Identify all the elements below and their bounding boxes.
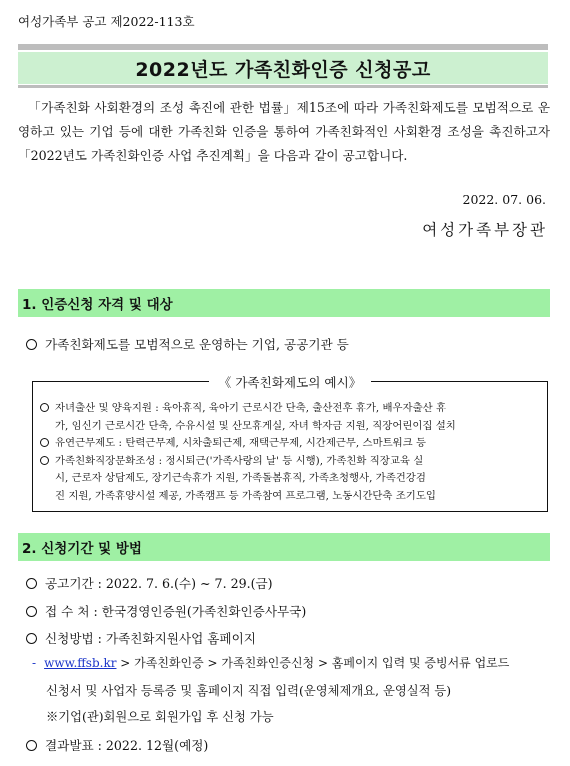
issuer-name: 여성가족부장관 <box>422 221 548 239</box>
section-1-item-text: 가족친화제도를 모범적으로 운영하는 기업, 공공기관 등 <box>45 337 349 352</box>
path-text: > 가족친화인증 > 가족친화인증신청 > 홈페이지 입력 및 증빙서류 업로드 <box>116 656 510 670</box>
circle-bullet-icon <box>40 456 49 465</box>
result-announcement <box>26 735 208 754</box>
dash-bullet-icon: - <box>32 656 37 670</box>
section-1-item <box>26 334 349 353</box>
example-text: 시, 근로자 상담제도, 장기근속휴가 지원, 가족돌봄휴직, 가족초청행사, 가족건강검 <box>55 472 426 484</box>
title-banner <box>18 44 548 90</box>
example-item-cont <box>40 418 456 436</box>
application-period <box>26 573 273 592</box>
example-text: 가, 임신기 근로시간 단축, 수유시설 및 산모휴게실, 자녀 학자금 지원, 직장어린이집 설치 <box>55 419 456 432</box>
receiver-text: 접 수 처 : 한국경영인증원(가족친화인증사무국) <box>45 604 307 619</box>
section-2-header <box>18 533 550 561</box>
circle-bullet-icon <box>40 403 49 412</box>
examples-title: 《 가족친화제도의 예시》 <box>218 374 362 390</box>
method-detail: 신청서 및 사업자 등록증 및 홈페이지 직접 입력(운영체제개요, 운영실적 등) <box>46 684 452 698</box>
example-text: 자녀출산 및 양육지원 : 육아휴직, 육아기 근로시간 단축, 출산전후 휴가, 배우자출산 휴 <box>55 402 447 414</box>
title-bottom-rule <box>18 85 548 88</box>
website-link[interactable]: www.ffsb.kr <box>44 656 117 670</box>
example-item <box>40 400 456 418</box>
example-text: 가족친화직장문화조성 : 정시퇴근('가족사랑의 날' 등 시행), 가족친화 직장교육 실 <box>55 454 424 467</box>
intro-paragraph: 「가족친화 사회환경의 조성 촉진에 관한 법률」제15조에 따라 가족친화제도를 모범적으로 운영하고 있는 기업 등에 대한 가족친화 인증을 통하여 가족친화적인 사회환경 조성을 촉진하고자「2022년도 가족친화인증 사업 추진계획」을 다음과 같이 공고합니다. <box>18 100 550 163</box>
circle-bullet-icon <box>26 339 37 350</box>
section-1-header <box>18 289 550 317</box>
application-method <box>26 628 256 647</box>
section-2-title: 2. 신청기간 및 방법 <box>22 541 142 557</box>
examples-rule-left <box>32 381 209 382</box>
result-text: 결과발표 : 2022. 12월(예정) <box>45 738 209 753</box>
example-item <box>40 453 456 471</box>
page-title: 2022년도 가족친화인증 신청공고 <box>135 58 431 81</box>
method-text: 신청방법 : 가족친화지원사업 홈페이지 <box>45 631 256 646</box>
circle-bullet-icon <box>26 740 37 751</box>
notice-date: 2022. 07. 06. <box>462 192 546 207</box>
circle-bullet-icon <box>26 606 37 617</box>
example-item-cont <box>40 488 456 506</box>
title-box <box>18 52 548 84</box>
method-note: ※기업(관)회원으로 회원가입 후 신청 가능 <box>46 710 274 724</box>
examples-list <box>40 400 456 505</box>
period-text: 공고기간 : 2022. 7. 6.(수) ~ 7. 29.(금) <box>45 576 273 591</box>
section-1-title: 1. 인증신청 자격 및 대상 <box>22 297 173 313</box>
example-text: 유연근무제도 : 탄력근무제, 시차출퇴근제, 재택근무제, 시간제근무, 스마트워크 등 <box>55 437 427 449</box>
receiver <box>26 601 306 620</box>
examples-title-row <box>32 373 548 389</box>
title-top-rule <box>18 44 548 50</box>
example-item <box>40 435 456 453</box>
circle-bullet-icon <box>40 438 49 447</box>
example-text: 진 지원, 가족휴양시설 제공, 가족캠프 등 가족참여 프로그램, 노동시간단축 조기도입 <box>55 489 436 502</box>
circle-bullet-icon <box>26 578 37 589</box>
notice-number: 여성가족부 공고 제2022-113호 <box>18 14 195 29</box>
examples-rule-right <box>371 381 548 382</box>
example-item-cont <box>40 470 456 488</box>
circle-bullet-icon <box>26 633 37 644</box>
method-path <box>32 654 509 671</box>
